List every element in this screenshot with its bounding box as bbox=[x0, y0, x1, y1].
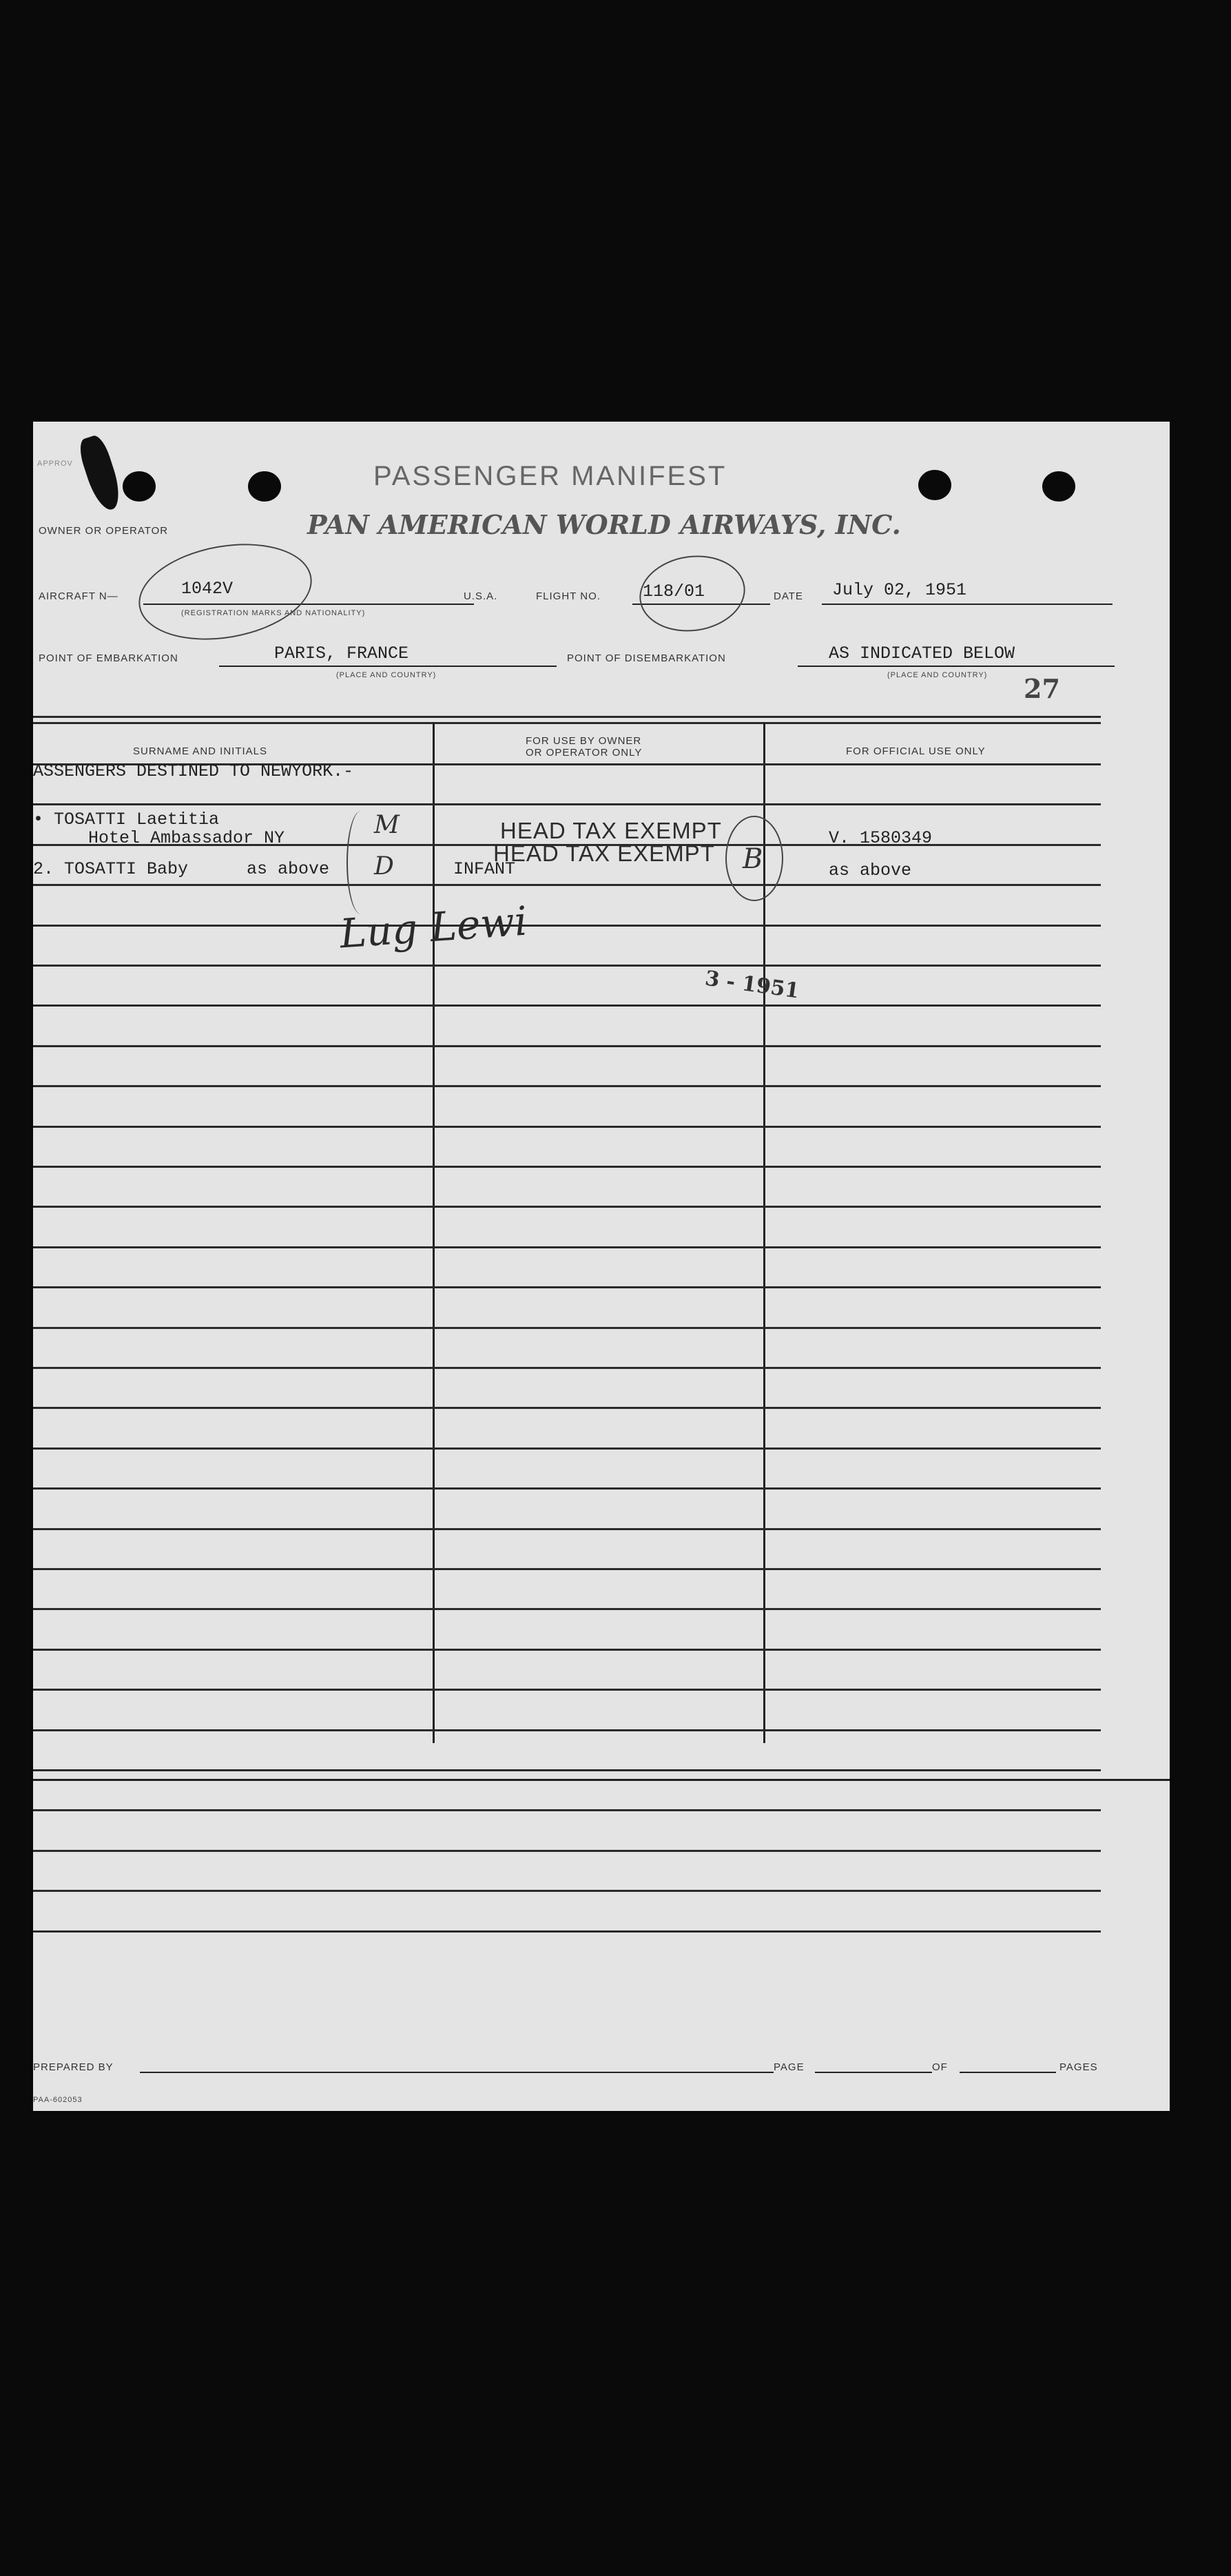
circle-letter: B bbox=[743, 843, 763, 875]
passenger-1-mark: M bbox=[374, 811, 400, 839]
registration-note: (REGISTRATION MARKS AND NATIONALITY) bbox=[181, 609, 366, 617]
table-row-line bbox=[33, 1246, 1101, 1248]
of-label: OF bbox=[932, 2061, 948, 2073]
table-row-line bbox=[33, 1085, 1101, 1087]
bracket-mark bbox=[346, 811, 375, 914]
table-row-line bbox=[33, 1769, 1101, 1771]
disembark-label: POINT OF DISEMBARKATION bbox=[567, 652, 726, 664]
page-label: PAGE bbox=[774, 2061, 805, 2073]
table-row-line bbox=[33, 1649, 1101, 1651]
manifest-sheet bbox=[33, 422, 1170, 2111]
table-row-line bbox=[33, 1407, 1101, 1409]
date-value: July 02, 1951 bbox=[832, 580, 967, 600]
table-row-line bbox=[33, 1930, 1101, 1933]
passenger-2-name: 2. TOSATTI Baby bbox=[33, 859, 189, 879]
disembark-value: AS INDICATED BELOW bbox=[829, 643, 1015, 663]
embark-value: PARIS, FRANCE bbox=[274, 643, 409, 663]
table-row-line bbox=[33, 1286, 1101, 1288]
table-row-lines bbox=[33, 422, 1170, 2111]
table-row-line bbox=[33, 1045, 1101, 1047]
table-row-line bbox=[33, 1528, 1101, 1530]
flight-label: FLIGHT NO. bbox=[536, 590, 601, 602]
date-label: DATE bbox=[774, 590, 803, 602]
table-row-line bbox=[33, 1004, 1101, 1007]
passenger-2-address: as above bbox=[247, 859, 330, 879]
footer-top-rule bbox=[33, 1779, 1170, 1781]
flight-value: 118/01 bbox=[643, 581, 705, 601]
col-official-header: FOR OFFICIAL USE ONLY bbox=[846, 745, 986, 757]
embark-note: (PLACE AND COUNTRY) bbox=[336, 671, 437, 679]
table-row-line bbox=[33, 1206, 1101, 1208]
table-row-line bbox=[33, 1367, 1101, 1369]
table-row-line bbox=[33, 1890, 1101, 1892]
table-row-line bbox=[33, 1809, 1101, 1811]
table-row-line bbox=[33, 1487, 1101, 1490]
aircraft-value: 1042V bbox=[181, 579, 234, 599]
table-row-line bbox=[33, 1568, 1101, 1570]
table-row-line bbox=[33, 803, 1101, 805]
corner-stamp: APPROV bbox=[37, 460, 73, 468]
page-title: PASSENGER MANIFEST bbox=[373, 461, 727, 491]
table-row-line bbox=[33, 1850, 1101, 1852]
table-row-line bbox=[33, 884, 1101, 886]
passenger-2-mark: D bbox=[374, 852, 394, 880]
table-row-line bbox=[33, 1447, 1101, 1450]
table-row-line bbox=[33, 925, 1101, 927]
aircraft-label: AIRCRAFT N— bbox=[39, 590, 118, 602]
section-header: ASSENGERS DESTINED TO NEWYORK.- bbox=[33, 761, 354, 781]
disembark-note: (PLACE AND COUNTRY) bbox=[887, 671, 988, 679]
page-line bbox=[815, 2072, 932, 2073]
passenger-1-name: • TOSATTI Laetitia bbox=[33, 810, 220, 830]
passenger-2-headtax: HEAD TAX EXEMPT bbox=[493, 841, 715, 866]
table-row-line bbox=[33, 1166, 1101, 1168]
table-row-line bbox=[33, 1327, 1101, 1329]
col-operator-header-2: OR OPERATOR ONLY bbox=[526, 747, 643, 759]
passenger-1-headtax: HEAD TAX EXEMPT bbox=[500, 818, 722, 843]
table-row-line bbox=[33, 1126, 1101, 1128]
usa-label: U.S.A. bbox=[464, 590, 498, 602]
prepared-by-line bbox=[140, 2072, 774, 2073]
table-row-line bbox=[33, 965, 1101, 967]
passenger-1-address: Hotel Ambassador NY bbox=[88, 828, 285, 848]
form-number: PAA-602053 bbox=[33, 2096, 83, 2104]
of-line bbox=[960, 2072, 1056, 2073]
pages-label: PAGES bbox=[1059, 2061, 1098, 2073]
col-surname-header: SURNAME AND INITIALS bbox=[133, 745, 268, 757]
prepared-by-label: PREPARED BY bbox=[33, 2061, 114, 2073]
passenger-2-infant: INFANT bbox=[453, 859, 516, 879]
date-stamp: 3 - 1951 bbox=[703, 966, 801, 1004]
company-name: PAN AMERICAN WORLD AIRWAYS, INC. bbox=[307, 509, 901, 540]
signature: Lug Lewi bbox=[338, 897, 529, 958]
col-operator-header-1: FOR USE BY OWNER bbox=[526, 735, 642, 747]
sheet-number: 27 bbox=[1024, 673, 1060, 704]
embark-label: POINT OF EMBARKATION bbox=[39, 652, 178, 664]
table-row-line bbox=[33, 1729, 1101, 1731]
passenger-1-official: V. 1580349 bbox=[829, 828, 933, 848]
table-row-line bbox=[33, 1689, 1101, 1691]
owner-label: OWNER OR OPERATOR bbox=[39, 525, 169, 537]
table-row-line bbox=[33, 1608, 1101, 1610]
passenger-2-official: as above bbox=[829, 861, 912, 880]
